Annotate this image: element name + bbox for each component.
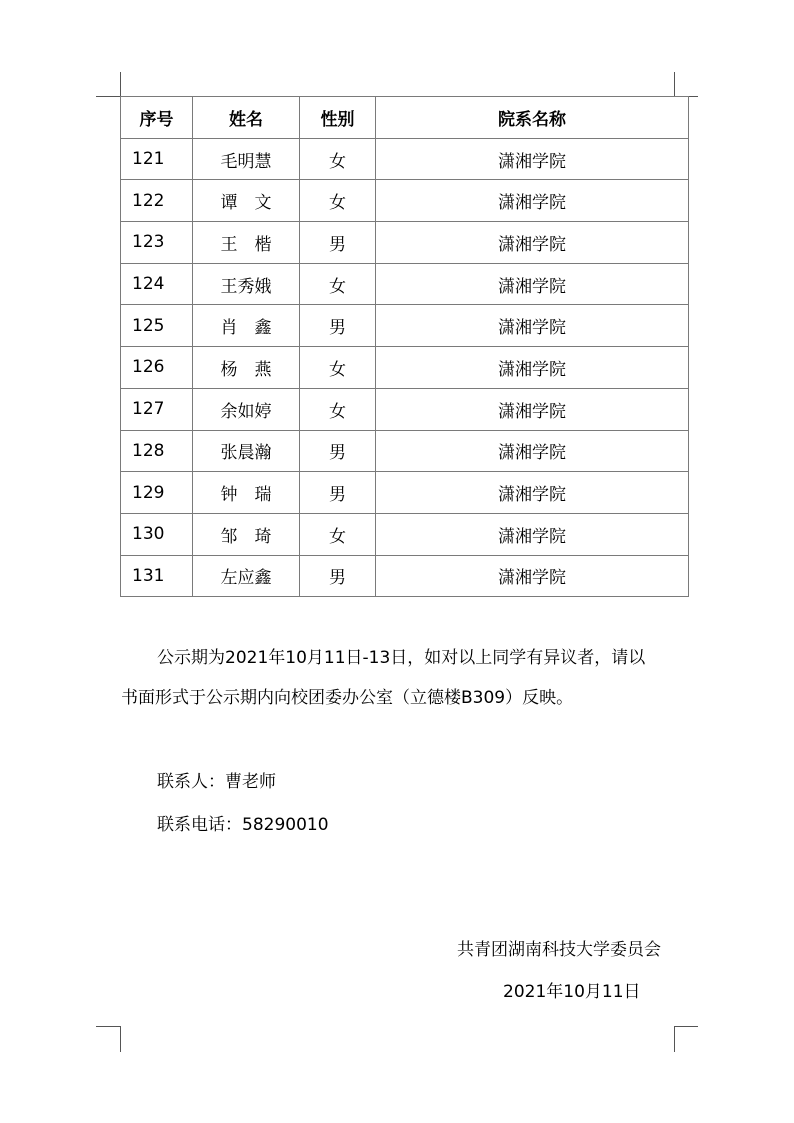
cell-number: 129 [121, 472, 193, 514]
cell-number: 130 [121, 513, 193, 555]
header-department: 院系名称 [376, 97, 689, 139]
cell-department: 潇湘学院 [376, 513, 689, 555]
cell-number: 123 [121, 222, 193, 264]
table-row [121, 180, 689, 222]
table-row [121, 138, 689, 180]
crop-mark-top-right-v [674, 72, 675, 96]
cell-number: 131 [121, 555, 193, 597]
table-row [121, 388, 689, 430]
table-row [121, 305, 689, 347]
cell-name: 毛明慧 [193, 138, 300, 180]
cell-number: 128 [121, 430, 193, 472]
notice-line-2: 书面形式于公示期内向校团委办公室（立德楼B309）反映。 [121, 688, 574, 708]
cell-gender: 男 [300, 430, 376, 472]
cell-name: 邹 琦 [193, 513, 300, 555]
cell-department: 潇湘学院 [376, 347, 689, 389]
cell-name: 王 楷 [193, 222, 300, 264]
cell-number: 124 [121, 263, 193, 305]
cell-department: 潇湘学院 [376, 138, 689, 180]
table-row [121, 430, 689, 472]
cell-name: 王秀娥 [193, 263, 300, 305]
cell-name: 钟 瑞 [193, 472, 300, 514]
cell-gender: 男 [300, 472, 376, 514]
header-gender: 性别 [300, 97, 376, 139]
cell-gender: 女 [300, 347, 376, 389]
cell-number: 121 [121, 138, 193, 180]
cell-gender: 女 [300, 180, 376, 222]
cell-name: 左应鑫 [193, 555, 300, 597]
header-number: 序号 [121, 97, 193, 139]
cell-department: 潇湘学院 [376, 180, 689, 222]
header-name: 姓名 [193, 97, 300, 139]
cell-gender: 女 [300, 513, 376, 555]
cell-number: 127 [121, 388, 193, 430]
cell-department: 潇湘学院 [376, 555, 689, 597]
cell-number: 126 [121, 347, 193, 389]
contact-phone: 联系电话：58290010 [157, 815, 329, 835]
cell-name: 肖 鑫 [193, 305, 300, 347]
student-roster-table [120, 96, 689, 597]
signature-date: 2021年10月11日 [503, 982, 641, 1002]
table-row [121, 263, 689, 305]
crop-mark-bottom-left-v [120, 1026, 121, 1052]
contact-person: 联系人：曹老师 [157, 772, 276, 792]
cell-department: 潇湘学院 [376, 263, 689, 305]
cell-number: 125 [121, 305, 193, 347]
cell-department: 潇湘学院 [376, 305, 689, 347]
cell-name: 谭 文 [193, 180, 300, 222]
cell-department: 潇湘学院 [376, 388, 689, 430]
crop-mark-bottom-right-h [674, 1026, 698, 1027]
cell-gender: 男 [300, 305, 376, 347]
table-header-row [121, 97, 689, 139]
cell-name: 杨 燕 [193, 347, 300, 389]
cell-gender: 女 [300, 138, 376, 180]
notice-line-1: 公示期为2021年10月11日-13日，如对以上同学有异议者，请以 [157, 648, 646, 668]
table-row [121, 513, 689, 555]
cell-gender: 女 [300, 263, 376, 305]
crop-mark-bottom-right-v [674, 1026, 675, 1052]
cell-department: 潇湘学院 [376, 472, 689, 514]
cell-gender: 男 [300, 222, 376, 264]
cell-name: 余如婷 [193, 388, 300, 430]
signature-organization: 共青团湖南科技大学委员会 [457, 940, 661, 960]
crop-mark-top-left-h [96, 96, 120, 97]
cell-gender: 男 [300, 555, 376, 597]
crop-mark-top-left-v [120, 72, 121, 96]
table-row [121, 222, 689, 264]
cell-department: 潇湘学院 [376, 222, 689, 264]
table-row [121, 347, 689, 389]
crop-mark-bottom-left-h [96, 1026, 120, 1027]
cell-department: 潇湘学院 [376, 430, 689, 472]
table-row [121, 555, 689, 597]
table-row [121, 472, 689, 514]
cell-number: 122 [121, 180, 193, 222]
cell-gender: 女 [300, 388, 376, 430]
cell-name: 张晨瀚 [193, 430, 300, 472]
